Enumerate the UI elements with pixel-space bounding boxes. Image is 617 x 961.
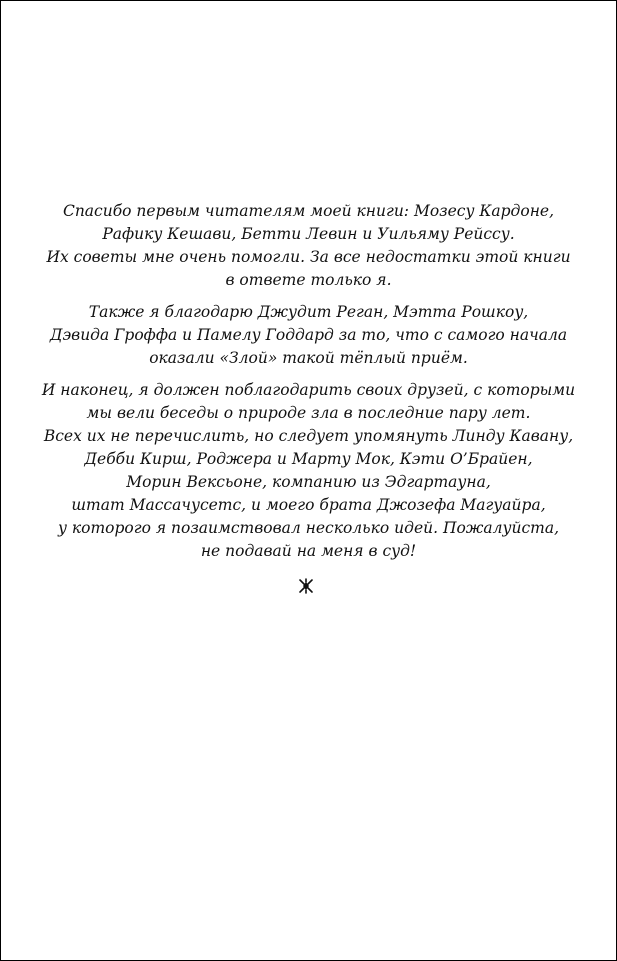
text-line: Морин Вексьоне, компанию из Эдгартауна, [126,473,491,491]
text-line: Спасибо первым читателям моей книги: Мозесу Кардоне, [62,202,555,220]
paragraph-readers [41,200,576,292]
acknowledgements-text [41,200,576,572]
text-line: Дебби Кирш, Роджера и Марту Мок, Кэти О’Брайен, [84,450,533,468]
text-line: штат Массачусетс, и моего брата Джозефа Магуайра, [71,496,546,514]
text-line: Рафику Кешави, Бетти Левин и Уильяму Рейссу. [102,225,515,243]
text-line: Всех их не перечислить, но следует упомянуть Линду Кавану, [43,427,574,445]
text-line: Их советы мне очень помогли. За все недостатки этой книги [46,248,571,266]
text-line: И наконец, я должен поблагодарить своих друзей, с которыми [41,381,576,399]
paragraph-publishers [41,301,576,370]
text-line: оказали «Злой» такой тёплый приём. [149,349,468,367]
text-line: мы вели беседы о природе зла в последние пару лет. [86,404,531,422]
text-line: у которого я позаимствовал несколько идей. Пожалуйста, [57,519,560,537]
text-line: Также я благодарю Джудит Реган, Мэтта Рошкоу, [88,303,529,321]
ornament-icon [297,577,315,595]
text-line: Дэвида Гроффа и Памелу Годдард за то, что с самого начала [49,326,568,344]
text-line: в ответе только я. [225,271,392,289]
text-line: не подавай на меня в суд! [200,542,417,560]
paragraph-friends [41,379,576,563]
